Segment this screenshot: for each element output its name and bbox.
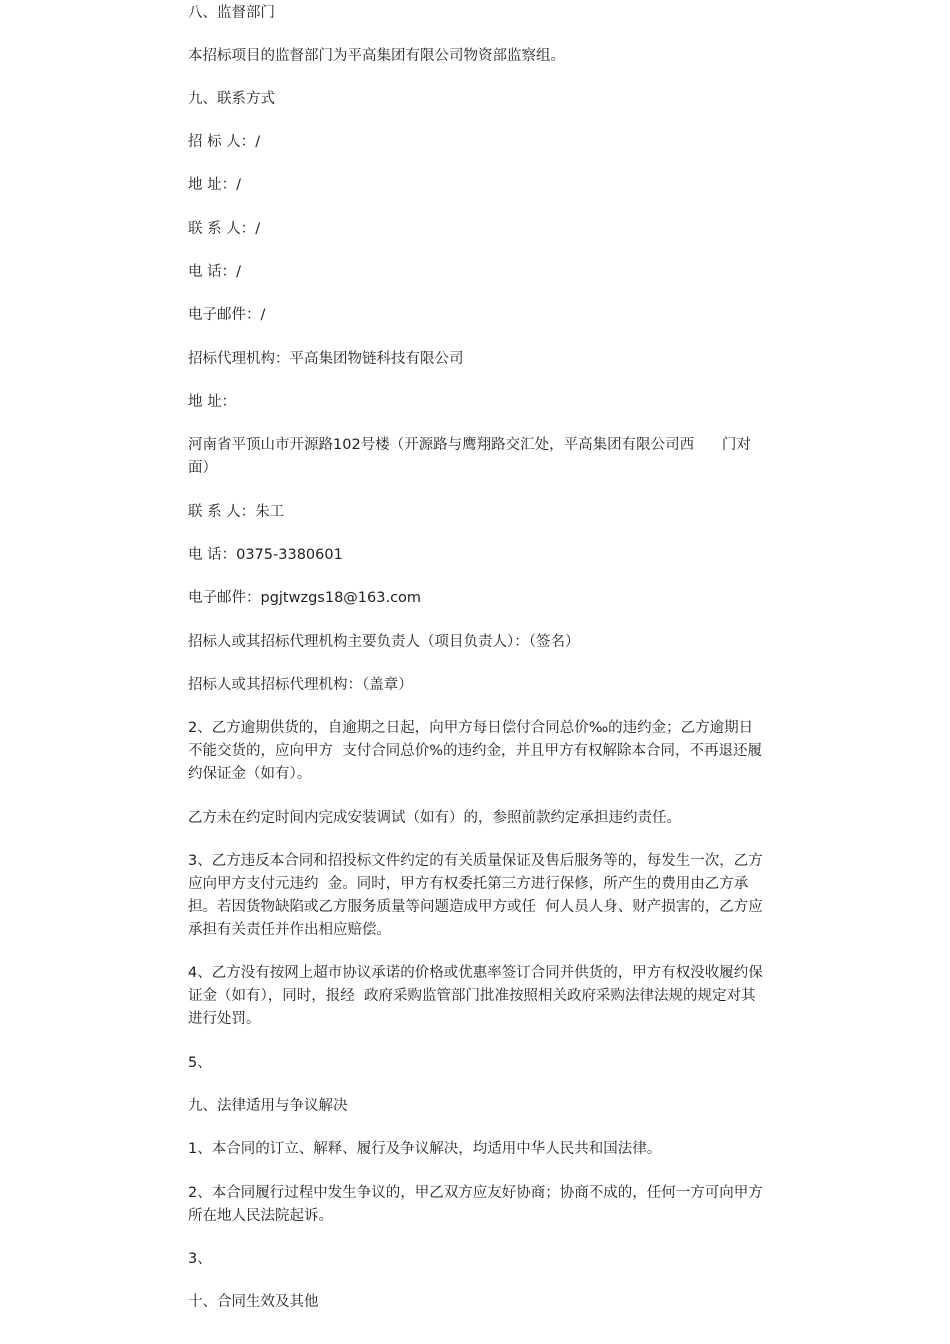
responsible-signature-line: 招标人或其招标代理机构主要负责人（项目负责人）：（签名） (188, 634, 580, 650)
agency-address-label: 地 址： (188, 394, 237, 410)
heading-supervision: 八、监督部门 (188, 5, 275, 21)
heading-effect-other: 十、合同生效及其他 (188, 1294, 319, 1310)
law-clause-1: 1、本合同的订立、解释、履行及争议解决，均适用中华人民共和国法律。 (188, 1141, 662, 1157)
agency-contact-line: 联 系 人：朱工 (188, 504, 285, 520)
heading-contact: 九、联系方式 (188, 91, 275, 107)
agency-seal-line: 招标人或其招标代理机构：（盖章） (188, 677, 413, 693)
law-clause-2: 2、本合同履行过程中发生争议的，甲乙双方应友好协商；协商不成的，任何一方可向甲方所在地人民法院起诉。 (188, 1185, 763, 1224)
law-clause-3: 3、 (188, 1251, 212, 1267)
supervision-text: 本招标项目的监督部门为平高集团有限公司物资部监察组。 (188, 48, 565, 64)
agency-line: 招标代理机构：平高集团物链科技有限公司 (188, 351, 464, 367)
agency-address-text: 河南省平顶山市开源路102号楼（开源路与鹰翔路交汇处，平高集团有限公司西 门对面） (188, 437, 751, 476)
tenderer-contact-line: 联 系 人：/ (188, 221, 261, 237)
clause-3-quality: 3、乙方违反本合同和招投标文件约定的有关质量保证及售后服务等的，每发生一次，乙方应向甲方支付元违约 金。同时，甲方有权委托第三方进行保修，所产生的费用由乙方承担。若因货物缺陷或乙方服务质量等问题造成甲方或任 何人员人身、财产损害的，乙方应承担有关责任并作出相应赔偿。 (188, 853, 763, 938)
clause-installation: 乙方未在约定时间内完成安装调试（如有）的，参照前款约定承担违约责任。 (188, 810, 681, 826)
agency-email-line: 电子邮件：pgjtwzgs18@163.com (188, 590, 422, 606)
tenderer-phone-line: 电 话：/ (188, 264, 241, 280)
tenderer-email-line: 电子邮件：/ (188, 307, 266, 323)
agency-phone-line: 电 话：0375-3380601 (188, 547, 343, 563)
clause-4-price: 4、乙方没有按网上超市协议承诺的价格或优惠率签订合同并供货的，甲方有权没收履约保证金（如有），同时，报经 政府采购监管部门批准按照相关政府采购法律法规的规定对其进行处罚。 (188, 965, 763, 1027)
tenderer-address-line: 地 址：/ (188, 177, 241, 193)
clause-2-delay: 2、乙方逾期供货的，自逾期之日起，向甲方每日偿付合同总价‰的违约金；乙方逾期日不能交货的，应向甲方 支付合同总价%的违约金，并且甲方有权解除本合同，不再退还履约保证金（如有）。 (188, 720, 762, 782)
heading-law-dispute: 九、法律适用与争议解决 (188, 1098, 348, 1114)
tenderer-line: 招 标 人：/ (188, 134, 261, 150)
clause-5: 5、 (188, 1055, 212, 1071)
